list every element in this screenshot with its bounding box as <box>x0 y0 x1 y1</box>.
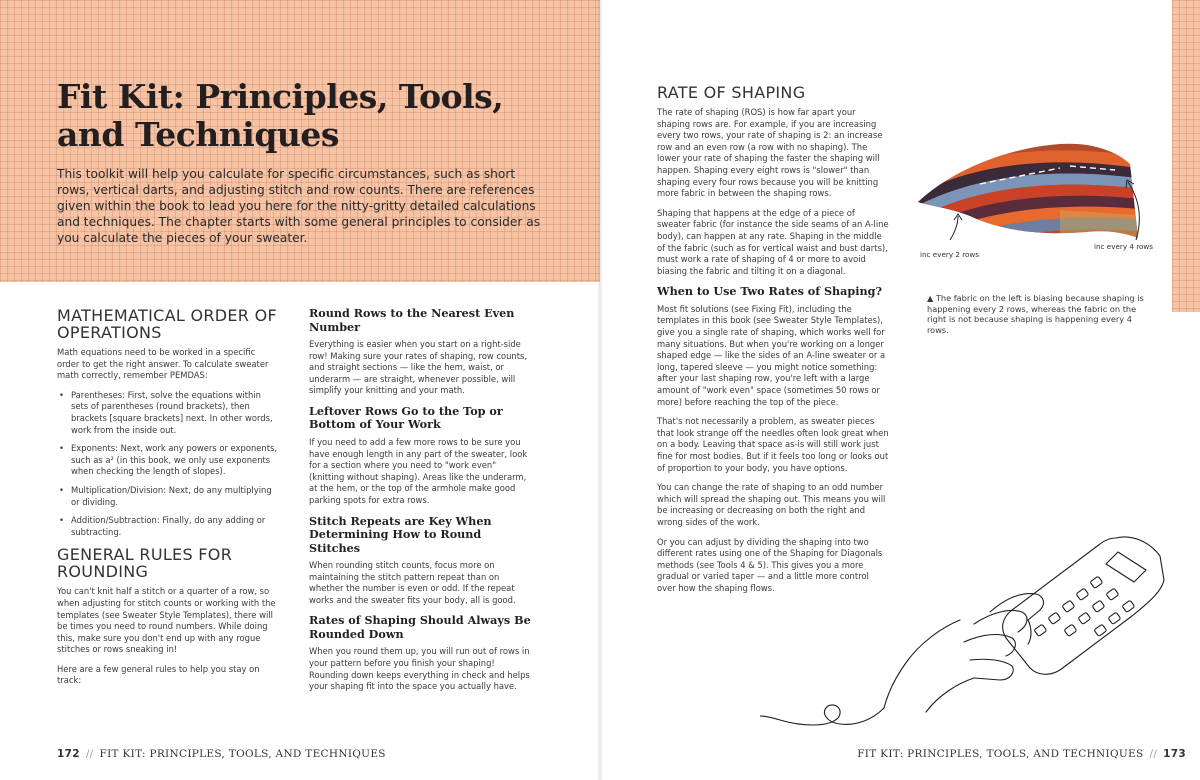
paragraph: Most fit solutions (see Fixing Fit), including the templates in this book (see Sweater Style Templates), give you a single rate of shaping, which works well for many situations. But when you're working on a longer shaped edge — like the sides of an A-line sweater or a long, tapered sleeve — you might notice something: after your last shaping row, you're left with a large amount of "work even" space (sometimes 50 rows or more) before reaching the top of the piece. <box>657 303 886 407</box>
heading-order-of-operations: MATHEMATICAL ORDER OF OPERATIONS <box>57 306 277 342</box>
list-item: • Addition/Subtraction: Finally, do any adding or subtracting. <box>57 515 279 538</box>
paragraph: Or you can adjust by dividing the shaping into two different rates using one of the Shaping for Diagonals methods (see Tools 4 & 5). This gives you a more gradual or varied taper — and a little more control over how the shaping flows. <box>657 536 883 593</box>
section-body-wrap <box>309 646 531 692</box>
section-body-wrap <box>309 339 531 397</box>
section-heading: Stitch Repeats are Key When Determining How to Round Stitches <box>309 513 492 555</box>
page-title: Fit Kit: Principles, Tools, and Techniques <box>57 77 504 154</box>
section-body: Everything is easier when you start on a right-side row! Making sure your rates of shaping, row counts, and straight sections — like the hem, waist, or underarm — are straight, whenever possible, will simplify your knitting and your math. <box>309 339 528 396</box>
section-body-wrap <box>309 560 531 606</box>
rounding-rules-text <box>57 586 279 687</box>
running-title-right: FIT KIT: PRINCIPLES, TOOLS, AND TECHNIQUES <box>857 748 1144 760</box>
page-number-right: 173 <box>1163 748 1186 760</box>
footer-separator: // <box>1149 748 1158 760</box>
paragraph: Shaping that happens at the edge of a piece of sweater fabric (for instance the side seams of an A-line body), can happen at any rate. Shaping in the middle of the fabric (such as for vertical waist and bust darts), must work a rate of shaping of 4 or more to avoid biasing the fabric and tilting it on a diagonal. <box>657 207 889 276</box>
section-body: If you need to add a few more rows to be sure you have enough length in any part of the sweater, look for a section where you need to "work even" (knitting without shaping). Areas like the underarm, at the hem, or the top of the armhole make good parking spots for extra rows. <box>309 436 528 505</box>
footer-right <box>857 748 1186 760</box>
page-number-left: 172 <box>57 748 80 760</box>
section-heading: Rates of Shaping Should Always Be Rounded Down <box>309 613 531 641</box>
heading-rate-of-shaping: RATE OF SHAPING <box>657 83 806 102</box>
intro-paragraph: This toolkit will help you calculate for specific circumstances, such as short rows, vertical darts, and adjusting stitch and row counts. There are references given within the book to lead you here for the nitty-gritty detailed calculations and techniques. The chapter starts with some general principles to consider as you calculate the pieces of your sweater. <box>57 167 541 245</box>
figure-caption: ▲ The fabric on the left is biasing because shaping is happening every 2 rows, whereas the fabric on the right is not because shaping is happening every 4 rows. <box>927 293 1144 335</box>
section-body-wrap <box>309 437 531 507</box>
page-gutter <box>598 0 602 780</box>
order-of-operations-text <box>57 347 279 538</box>
list-item: • Multiplication/Division: Next, do any multiplying or dividing. <box>57 485 279 508</box>
pemdas-list <box>57 390 279 539</box>
label-inc-every-4: inc every 4 rows <box>1094 242 1154 251</box>
rate-of-shaping-text <box>657 107 889 277</box>
section-heading: Round Rows to the Nearest Even Number <box>309 306 515 334</box>
label-inc-every-2: inc every 2 rows <box>920 250 980 259</box>
right-grid-strip <box>1172 0 1200 312</box>
list-item: • Exponents: Next, work any powers or exponents, such as a² (in this book, we only use exponents when checking the length of slopes). <box>57 443 279 478</box>
rounding-para: You can't knit half a stitch or a quarter of a row, so when adjusting for stitch counts or working with the templates (see Sweater Style Templates), there will be times you need to round numbers. While doing this, make sure you don't end up with any rogue stitches or rows sneaking in! <box>57 586 276 655</box>
section-body: When you round them up, you will run out of rows in your pattern before you finish your shaping! Rounding down keeps everything in check and helps your shaping fit into the space you actually have. <box>309 646 530 692</box>
running-title-left: FIT KIT: PRINCIPLES, TOOLS, AND TECHNIQUES <box>99 748 386 760</box>
paragraph: The rate of shaping (ROS) is how far apart your shaping rows are. For example, if you are increasing every two rows, your rate of shaping is 2: an increase row and an even row (a row with no shaping). The lower your rate of shaping the faster the shaping will happen. Shaping every eight rows is "slower" than shaping every four rows because you will be knitting more fabric in between the shaping rows. <box>657 107 883 199</box>
hand-calculator-illustration <box>760 520 1170 735</box>
footer-left <box>57 748 386 760</box>
heading-rounding-rules: GENERAL RULES FOR ROUNDING <box>57 545 233 582</box>
paragraph: You can change the rate of shaping to an odd number which will spread the shaping out. This means you will be increasing or decreasing on both the right and wrong sides of the work. <box>657 482 886 527</box>
column-middle <box>309 307 531 701</box>
column-left <box>57 307 279 695</box>
section-body: When rounding stitch counts, focus more on maintaining the stitch pattern repeat than on whether the number is even or odd. If the repeat works and the sweater fits your body, all is good. <box>309 560 516 605</box>
list-item: • Parentheses: First, solve the equations within sets of parentheses (round brackets), then brackets [square brackets] next. In other words, work from the inside out. <box>57 390 279 436</box>
subheading-two-rates: When to Use Two Rates of Shaping? <box>657 284 883 299</box>
footer-separator: // <box>85 748 94 760</box>
rounding-para-2: Here are a few general rules to help you stay on track: <box>57 663 260 686</box>
paragraph: That's not necessarily a problem, as sweater pieces that look strange off the needles often look great when on a body. Leaving that space as-is will still work just fine for most bodies. But if it feels too long or looks out of proportion to your body, you have options. <box>657 416 889 473</box>
pemdas-intro: Math equations need to be worked in a specific order to get the right answer. To calculate sweater math correctly, remember PEMDAS: <box>57 347 269 381</box>
section-heading: Leftover Rows Go to the Top or Bottom of Your Work <box>309 403 503 432</box>
knitted-swatch-illustration <box>910 120 1170 270</box>
